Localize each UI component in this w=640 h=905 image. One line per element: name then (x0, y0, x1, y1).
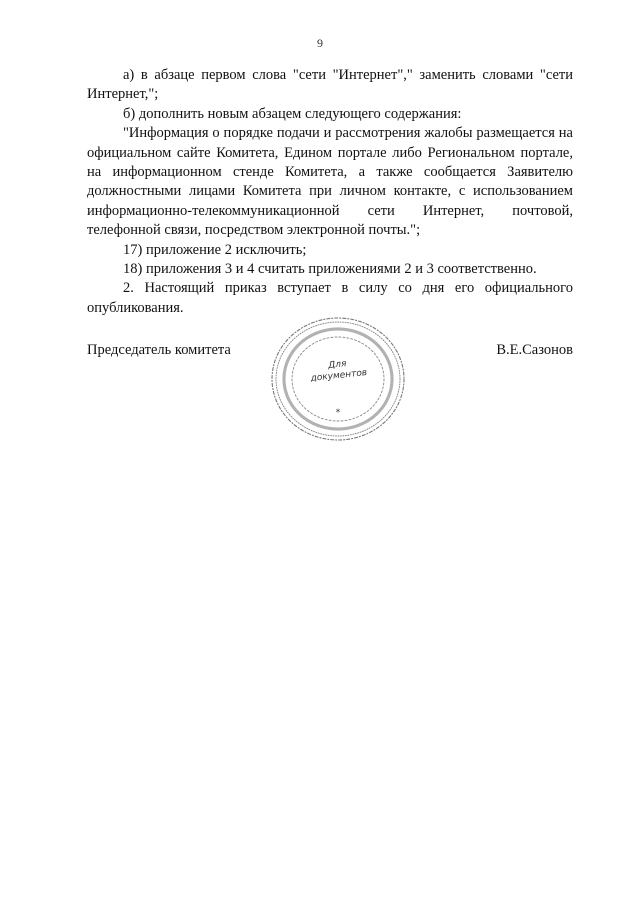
page-number: 9 (317, 36, 323, 50)
seal-center-line-1: Для (327, 359, 347, 371)
svg-text:*: * (335, 408, 341, 418)
seal-center-line-2: документов (310, 367, 368, 384)
paragraph-effective-date: 2. Настоящий приказ вступает в силу со дня его официального опубликования. (87, 280, 573, 316)
official-seal (268, 314, 408, 444)
paragraph-a: а) в абзаце первом слова "сети "Интернет"," заменить словами "сети Интернет,"; (87, 67, 573, 103)
signatory-title: Председатель комитета (87, 342, 231, 358)
paragraph-17: 17) приложение 2 исключить; (123, 241, 307, 258)
document-body (87, 66, 573, 318)
paragraph-18: 18) приложения 3 и 4 считать приложениями 2 и 3 соответственно. (123, 261, 537, 278)
paragraph-b: б) дополнить новым абзацем следующего содержания: (123, 105, 462, 122)
paragraph-quoted-info: "Информация о порядке подачи и рассмотрения жалобы размещается на официальном сайте Комитета, Едином портале либо Региональном портале, на информационном стенде Комитета, а также сообщается Заявителю должностными лицами Комитета при личном контакте, с использованием информационно-телекоммуникационной сети Интернет, почтовой, телефонной связи, посредством электронной почты."; (87, 125, 573, 239)
signatory-name: В.Е.Сазонов (496, 342, 573, 358)
